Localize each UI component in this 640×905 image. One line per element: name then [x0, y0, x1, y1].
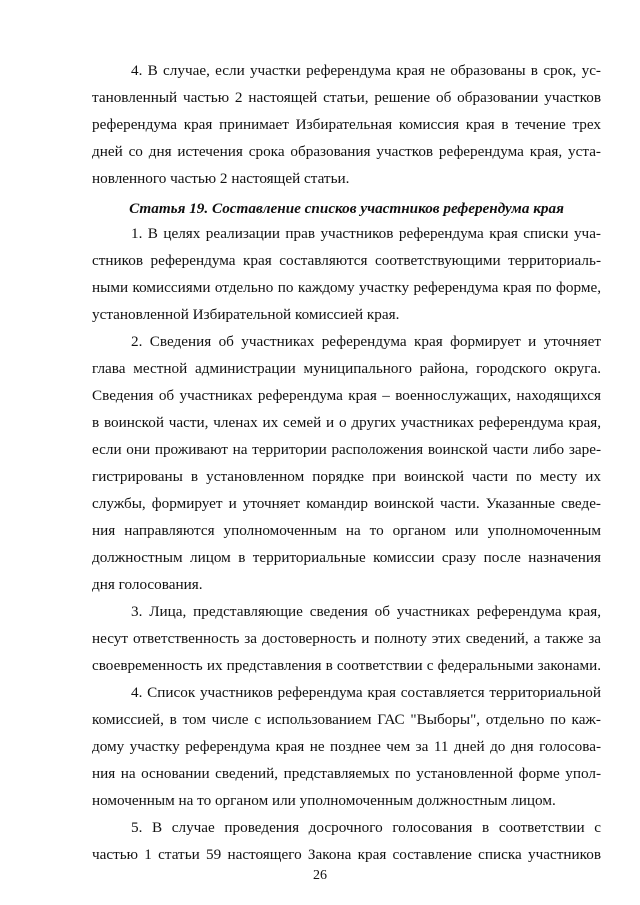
paragraph-line: несут ответственность за достоверность и полноту этих сведений, а также за [92, 630, 601, 647]
paragraph-line: новленного частью 2 настоящей статьи. [92, 170, 350, 187]
paragraph-line: 4. Список участников референдума края составляется территориальной [131, 684, 601, 701]
paragraph-line: ния направляются уполномоченным на то органом или уполномоченным [92, 522, 601, 539]
paragraph-line: 2. Сведения об участниках референдума края формирует и уточняет [131, 333, 601, 350]
paragraph-line: 4. В случае, если участки референдума края не образованы в срок, ус- [131, 62, 601, 79]
paragraph-line: референдума края принимает Избирательная комиссия края в течение трех [92, 116, 601, 133]
paragraph-line: если они проживают на территории расположения воинской части либо заре- [92, 441, 601, 458]
page-number: 26 [313, 868, 327, 883]
paragraph-line: глава местной администрации муниципального района, городского округа. [92, 360, 601, 377]
paragraph-line: установленной Избирательной комиссией края. [92, 306, 400, 323]
paragraph-line: ными комиссиями отдельно по каждому участку референдума края по форме, [92, 279, 601, 296]
paragraph-line: 3. Лица, представляющие сведения об участниках референдума края, [131, 603, 601, 620]
paragraph-line: должностным лицом в территориальные комиссии сразу после назначения [92, 549, 601, 566]
paragraph-line: ния на основании сведений, представляемых по установленной форме упол- [92, 765, 601, 782]
paragraph-line: своевременность их представления в соответствии с федеральными законами. [92, 657, 601, 674]
paragraph-line: тановленный частью 2 настоящей статьи, решение об образовании участков [92, 89, 601, 106]
paragraph-line: гистрированы в установленном порядке при воинской части по месту их [92, 468, 601, 485]
paragraph-line: номоченным на то органом или уполномоченным должностным лицом. [92, 792, 556, 809]
paragraph-line: в воинской части, членах их семей и о других участниках референдума края, [92, 414, 601, 431]
paragraph-line: Сведения об участниках референдума края – военнослужащих, находящихся [92, 387, 601, 404]
paragraph-line: 1. В целях реализации прав участников референдума края списки уча- [131, 225, 601, 242]
paragraph-line: стников референдума края составляются соответствующими территориаль- [92, 252, 601, 269]
paragraph-line: службы, формирует и уточняет командир воинской части. Указанные сведе- [92, 495, 601, 512]
paragraph-line: частью 1 статьи 59 настоящего Закона края составление списка участников [92, 846, 601, 863]
paragraph-line: 5. В случае проведения досрочного голосования в соответствии с [131, 819, 601, 836]
paragraph-line: дому участку референдума края не позднее чем за 11 дней до дня голосова- [92, 738, 601, 755]
article-heading: Статья 19. Составление списков участников референдума края [129, 200, 564, 217]
paragraph-line: дня голосования. [92, 576, 203, 593]
paragraph-line: дней со дня истечения срока образования участков референдума края, уста- [92, 143, 601, 160]
paragraph-line: комиссией, в том числе с использованием ГАС "Выборы", отдельно по каж- [92, 711, 601, 728]
